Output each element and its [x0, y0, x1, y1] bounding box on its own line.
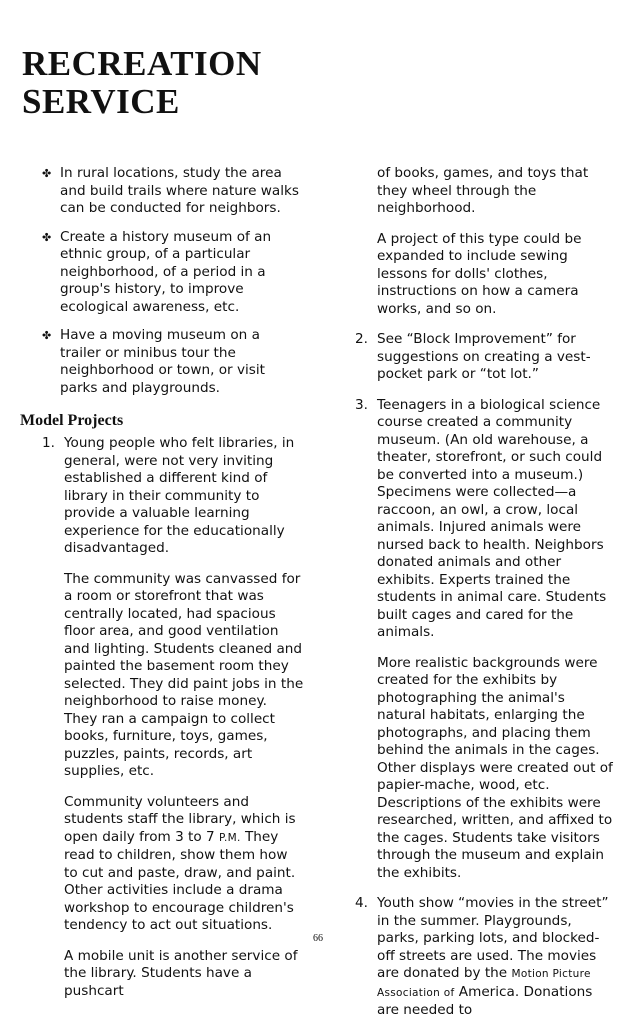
right-column: [355, 165, 615, 1033]
paragraph-text: Youth show “movies in the street” in the summer. Playgrounds, parks, parking lots, and blocked-off streets are used. The movies are donated by the: [377, 895, 609, 981]
organization-name: Motion Picture Association of: [377, 968, 591, 999]
left-column: [20, 165, 304, 1013]
paragraph: See “Block Improvement” for suggestions on creating a vest-pocket park or “tot lot.”: [377, 331, 591, 382]
title-line-2-text: SERVICE: [22, 82, 180, 121]
cross-bullet-icon: ✤: [42, 230, 52, 244]
item-number: 3.: [355, 396, 368, 413]
item-number: 2.: [355, 331, 368, 347]
paragraph: [64, 794, 304, 935]
paragraph: [377, 895, 615, 1020]
page-number: 66: [313, 933, 323, 944]
paragraph: A project of this type could be expanded to include sewing lessons for dolls' clothes, instructions on how a camera works, and so on.: [377, 230, 582, 317]
bullet-text: In rural locations, study the area and build trails where nature walks can be conducted for neighbors.: [60, 165, 299, 216]
paragraph: of books, games, and toys that they wheel through the neighborhood.: [377, 165, 589, 216]
cross-bullet-icon: ✤: [42, 167, 52, 180]
item-body: [64, 435, 304, 1013]
list-item-2: [355, 331, 615, 397]
section-heading: Model Projects: [20, 412, 124, 429]
title-line-1: [22, 46, 262, 84]
paragraph: The community was canvassed for a room or storefront that was centrally located, had spacious floor area, and good ventilation and lighting. Students cleaned and painted the basement room they selected. They did paint jobs in the neighborhood to raise money. They ran a campaign to collect books, furniture, toys, games, puzzles, paints, records, art supplies, etc.: [64, 570, 304, 779]
paragraph-text: They read to children, show them how to cut and paste, draw, and paint. Other activities include a drama workshop to encourage children's tendency to act out situations.: [64, 828, 296, 933]
item-body: [377, 895, 615, 1033]
list-item-3: [355, 397, 615, 896]
paragraph-text: Community volunteers and students staff the library, which is open daily from 3 to 7: [64, 793, 296, 845]
title-line-1-text: RECREATION: [22, 44, 262, 83]
time-suffix: P.M.: [219, 831, 241, 844]
cross-bullet-icon: ✤: [42, 329, 52, 342]
bullet-item: [42, 327, 304, 397]
item-number: 4.: [355, 895, 368, 911]
item-number: 1.: [42, 435, 55, 451]
continued-item-1: [355, 165, 615, 318]
paragraph: More realistic backgrounds were created for the exhibits by photographing the animal's natural habitats, enlarging the photographs, and placing them behind the animals in the cages. Other displays were created out of papier-mache, wood, etc. Descriptions of the exhibits were researched, written, and affixed to the cages. Students take visitors through the museum and explain the exhibits.: [377, 654, 613, 881]
paragraph: Teenagers in a biological science course created a community museum. (An old warehouse, a theater, storefront, or such could be converted into a museum.) Specimens were collected—a raccoon, an owl, a crow, local animals. Injured animals were nursed back to health. Neighbors donated animals and other exhibits. Experts trained the students in animal care. Students built cages and cared for the animals.: [377, 396, 607, 640]
item-body: [377, 331, 615, 397]
list-item-4: [355, 895, 615, 1033]
bullet-item: [42, 165, 304, 218]
page-title: [22, 46, 262, 122]
item-body: [377, 397, 615, 896]
bullet-text: Have a moving museum on a trailer or minibus tour the neighborhood or town, or visit parks and playgrounds.: [60, 327, 265, 396]
title-line-2: [22, 84, 262, 122]
bullet-text: Create a history museum of an ethnic group, of a particular neighborhood, of a period in a group's history, to improve ecological awareness, etc.: [60, 228, 272, 315]
paragraph: A mobile unit is another service of the library. Students have a pushcart: [64, 947, 298, 999]
paragraph: Young people who felt libraries, in general, were not very inviting established a different kind of library in their community to provide a valuable learning experience for the educationally disadvantaged.: [64, 435, 295, 556]
list-item-1: [42, 435, 304, 1013]
paragraph-text: America. Donations are needed to: [377, 983, 593, 1018]
bullet-item: [42, 229, 304, 317]
